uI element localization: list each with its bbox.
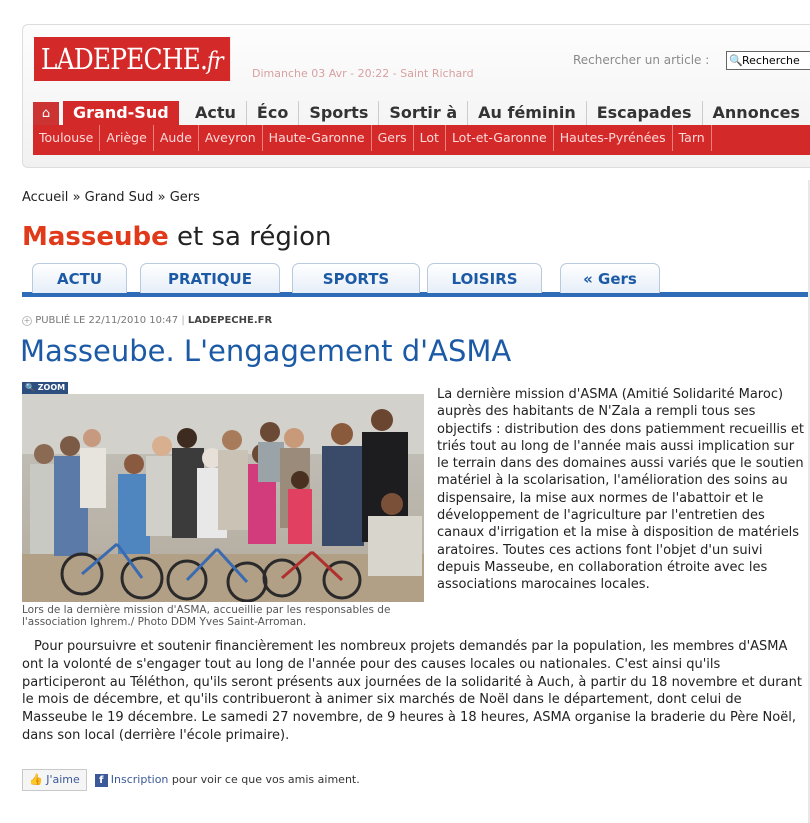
home-icon[interactable]: ⌂ bbox=[33, 102, 59, 125]
subnav-item-aude[interactable]: Aude bbox=[154, 125, 199, 151]
publish-date: PUBLIÉ LE 22/11/2010 10:47 bbox=[35, 315, 179, 326]
tab-loisirs[interactable]: LOISIRS bbox=[427, 263, 542, 293]
tab-actu[interactable]: ACTU bbox=[32, 263, 127, 293]
nav-item-annonces[interactable]: Annonces bbox=[702, 101, 810, 125]
meta-separator: | bbox=[181, 315, 185, 326]
article-photo[interactable] bbox=[22, 394, 424, 602]
main-nav bbox=[33, 101, 810, 125]
tab-sports[interactable]: SPORTS bbox=[292, 263, 420, 293]
article-headline: Masseube. L'engagement d'ASMA bbox=[20, 334, 512, 368]
subnav-item-ariege[interactable]: Ariège bbox=[100, 125, 153, 151]
site-header bbox=[22, 24, 810, 168]
article-source: LADEPECHE.FR bbox=[187, 315, 273, 326]
magnifier-icon: 🔍 bbox=[729, 54, 743, 67]
article-paragraph-2: Pour poursuivre et soutenir financièrement les nombreux projets demandés par la population, les membres d'ASMA ont la volonté de s'engager tout au long de l'année pour des causes locales ou nationales. C'est ainsi qu'ils participeront au Téléthon, qu'ils seront présents aux journées de la solidarité à Auch, à partir du 18 novembre et durant le mois de décembre, et qu'ils contribueront à animer six marchés de Noël dans le département, dont celui de Masseube le 19 décembre. Le samedi 27 novembre, de 9 heures à 18 heures, ASMA organise la braderie du Père Noël, dans son local (derrière l'école primaire). bbox=[22, 639, 802, 743]
subnav-item-gers[interactable]: Gers bbox=[372, 125, 414, 151]
subnav-item-aveyron[interactable]: Aveyron bbox=[199, 125, 263, 151]
nav-item-actu[interactable]: Actu bbox=[195, 103, 236, 122]
zoom-button[interactable]: 🔍 ZOOM bbox=[22, 382, 68, 394]
subnav-item-haute-garonne[interactable]: Haute-Garonne bbox=[263, 125, 372, 151]
section-tabs bbox=[22, 263, 810, 297]
tab-gers[interactable]: « Gers bbox=[560, 263, 660, 293]
article-meta bbox=[22, 315, 272, 326]
social-text: pour voir ce que vos amis aiment. bbox=[171, 773, 360, 786]
page-title bbox=[22, 222, 331, 252]
plus-icon[interactable]: + bbox=[23, 316, 31, 325]
nav-item-escapades[interactable]: Escapades bbox=[586, 101, 702, 125]
page-title-rest: et sa région bbox=[177, 222, 332, 252]
sub-nav bbox=[33, 125, 810, 155]
date-line: Dimanche 03 Avr - 20:22 - Saint Richard bbox=[252, 67, 474, 80]
subnav-item-lot[interactable]: Lot bbox=[414, 125, 446, 151]
search-label: Rechercher un article : bbox=[573, 53, 710, 67]
nav-item-eco[interactable]: Éco bbox=[246, 101, 298, 125]
nav-item-sortir[interactable]: Sortir à bbox=[378, 101, 467, 125]
subnav-item-toulouse[interactable]: Toulouse bbox=[33, 125, 100, 151]
facebook-icon: f bbox=[95, 774, 108, 787]
subnav-item-lot-et-garonne[interactable]: Lot-et-Garonne bbox=[446, 125, 554, 151]
breadcrumb-home[interactable]: Accueil bbox=[22, 190, 69, 205]
photo-caption: Lors de la dernière mission d'ASMA, accueillie par les responsables de l'association Ighrem./ Photo DDM Yves Saint-Arroman. bbox=[22, 604, 391, 628]
search-input[interactable]: 🔍 Recherche bbox=[726, 51, 810, 70]
subnav-item-hautes-pyrenees[interactable]: Hautes-Pyrénées bbox=[554, 125, 673, 151]
article-paragraph-1: La dernière mission d'ASMA (Amitié Solidarité Maroc) auprès des habitants de N'Zala a rempli tous ses objectifs : distribution des dons patiemment recueillis et triés tout au long de l'année mais aussi implication sur le terrain dans des domaines aussi variés que le soutien matériel à la scolarisation, l'amélioration des soins au dispensaire, la mise aux normes de l'abattoir et le développement de l'agriculture par l'entretien des canaux d'irrigation et la mise à disposition de matériels aratoires. Toutes ces actions font l'objet d'un suivi depuis Masseube, en collaboration étroite avec les associations marocaines locales. bbox=[437, 387, 804, 593]
nav-item-au-feminin[interactable]: Au féminin bbox=[467, 101, 586, 125]
like-button[interactable]: 👍 J'aime bbox=[22, 769, 87, 791]
tab-pratique[interactable]: PRATIQUE bbox=[140, 263, 280, 293]
thumbs-up-icon: 👍 bbox=[29, 773, 43, 786]
breadcrumb-grand-sud[interactable]: Grand Sud bbox=[84, 190, 154, 205]
group-photo bbox=[22, 394, 424, 602]
nav-item-sports[interactable]: Sports bbox=[298, 101, 378, 125]
nav-item-grand-sud[interactable]: Grand-Sud bbox=[63, 101, 179, 125]
breadcrumb-sep: » bbox=[72, 190, 81, 205]
site-logo[interactable]: LADEPECHE.fr bbox=[34, 37, 230, 81]
subnav-item-tarn[interactable]: Tarn bbox=[673, 125, 712, 151]
breadcrumb-gers[interactable]: Gers bbox=[169, 190, 200, 205]
breadcrumb bbox=[22, 190, 200, 205]
signup-link[interactable]: Inscription bbox=[110, 773, 169, 786]
breadcrumb-sep: » bbox=[157, 190, 166, 205]
social-bar bbox=[22, 769, 360, 791]
page-title-city: Masseube bbox=[22, 222, 169, 252]
